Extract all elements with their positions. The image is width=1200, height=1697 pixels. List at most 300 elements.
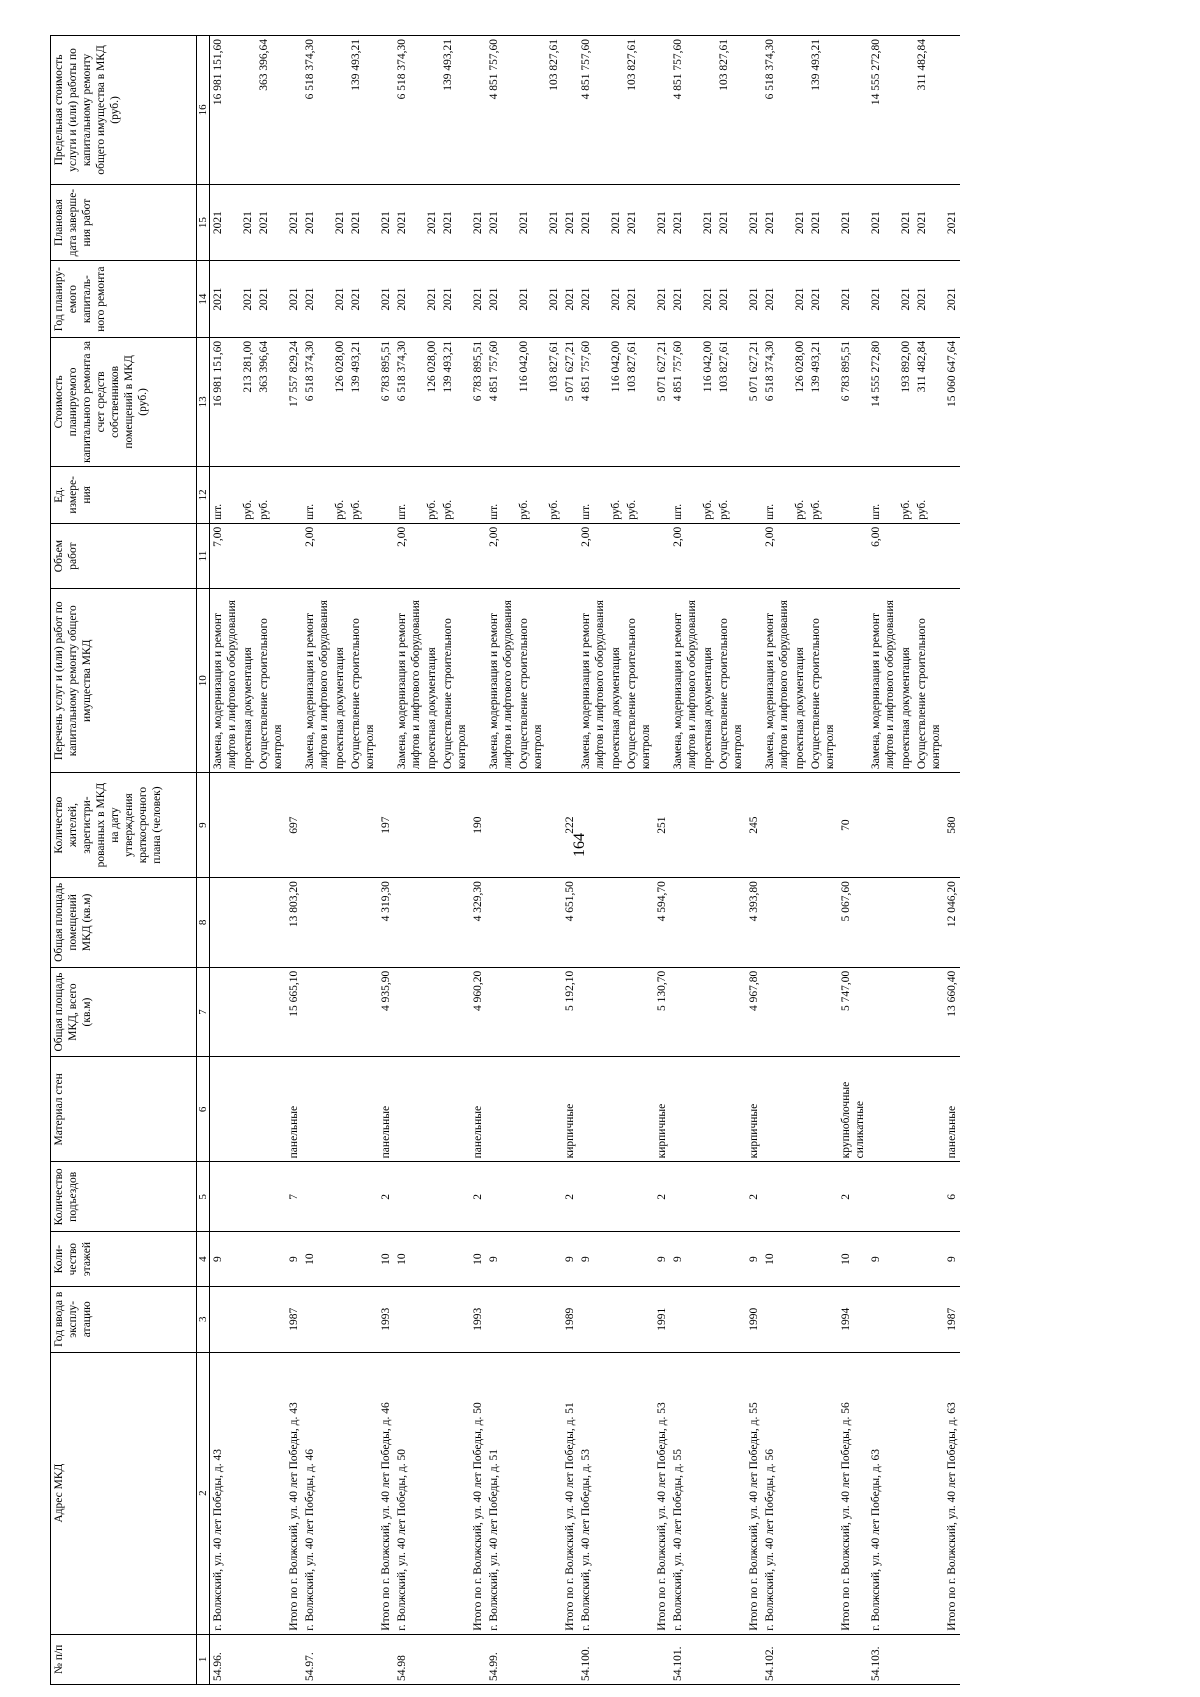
- cell-col-1: [424, 1634, 440, 1684]
- cell-col-16: [332, 36, 348, 185]
- cell-col-13: 139 493,21: [348, 337, 378, 466]
- cell-col-7: [240, 967, 256, 1057]
- cell-col-13: 16 981 151,60: [210, 337, 241, 466]
- cell-col-12: [378, 466, 394, 523]
- column-number-10: 10: [197, 589, 210, 773]
- cell-col-16: [562, 36, 578, 185]
- cell-col-7: [624, 967, 654, 1057]
- cell-col-12: руб.: [424, 466, 440, 523]
- cell-col-11: [700, 523, 716, 589]
- cell-col-6: [670, 1057, 700, 1162]
- cell-col-1: 54.100.: [578, 1634, 608, 1684]
- cell-col-5: [256, 1162, 286, 1232]
- cell-col-3: [486, 1286, 516, 1352]
- table-subrow: [792, 36, 808, 1685]
- cell-col-13: 103 827,61: [546, 337, 562, 466]
- cell-col-7: [546, 967, 562, 1057]
- cell-col-2: [424, 1352, 440, 1634]
- cell-col-13: 6 783 895,51: [378, 337, 394, 466]
- cell-col-1: [348, 1634, 378, 1684]
- cell-col-13: 116 042,00: [516, 337, 546, 466]
- cell-col-14: 2021: [762, 261, 792, 338]
- table-subrow: [624, 36, 654, 1685]
- cell-col-10: [654, 589, 670, 773]
- cell-col-10: [546, 589, 562, 773]
- cell-col-2: [700, 1352, 716, 1634]
- cell-col-13: 6 783 895,51: [838, 337, 868, 466]
- table-subrow: [470, 36, 486, 1685]
- cell-col-5: 2: [378, 1162, 394, 1232]
- cell-col-15: 2021: [470, 184, 486, 261]
- table-subrow: [808, 36, 838, 1685]
- table-header-row: [51, 36, 197, 1685]
- cell-col-6: [792, 1057, 808, 1162]
- cell-col-6: [546, 1057, 562, 1162]
- cell-col-9: 697: [286, 773, 302, 878]
- cell-col-12: [654, 466, 670, 523]
- column-number-5: 5: [197, 1162, 210, 1232]
- cell-col-10: Осуществление строительного контроля: [716, 589, 746, 773]
- cell-col-16: 363 396,64: [256, 36, 286, 185]
- cell-col-8: [762, 878, 792, 968]
- cell-col-12: [470, 466, 486, 523]
- cell-col-3: [608, 1286, 624, 1352]
- cell-col-13: 139 493,21: [808, 337, 838, 466]
- cell-col-16: 14 555 272,80: [868, 36, 898, 185]
- cell-col-12: [286, 466, 302, 523]
- cell-col-14: 2021: [578, 261, 608, 338]
- cell-col-16: [898, 36, 914, 185]
- cell-col-10: проектная документация: [792, 589, 808, 773]
- cell-col-14: 2021: [808, 261, 838, 338]
- cell-col-10: проектная документация: [332, 589, 348, 773]
- cell-col-13: 103 827,61: [716, 337, 746, 466]
- cell-col-4: 9: [578, 1232, 608, 1287]
- cell-col-1: 54.103.: [868, 1634, 898, 1684]
- cell-col-10: [470, 589, 486, 773]
- cell-col-8: [546, 878, 562, 968]
- cell-col-5: 2: [562, 1162, 578, 1232]
- cell-col-3: [624, 1286, 654, 1352]
- cell-col-5: [624, 1162, 654, 1232]
- cell-col-2: [348, 1352, 378, 1634]
- cell-col-14: 2021: [608, 261, 624, 338]
- cell-col-5: [210, 1162, 241, 1232]
- cell-col-9: [624, 773, 654, 878]
- cell-col-7: [608, 967, 624, 1057]
- column-number-row: [197, 36, 210, 1685]
- cell-col-6: кирпичные: [654, 1057, 670, 1162]
- cell-col-5: 7: [286, 1162, 302, 1232]
- cell-col-4: [914, 1232, 944, 1287]
- cell-col-4: [624, 1232, 654, 1287]
- cell-col-5: 2: [838, 1162, 868, 1232]
- cell-col-8: 4 329,30: [470, 878, 486, 968]
- cell-col-16: 311 482,84: [914, 36, 944, 185]
- cell-col-15: 2021: [746, 184, 762, 261]
- cell-col-13: 5 071 627,21: [746, 337, 762, 466]
- cell-col-6: [394, 1057, 424, 1162]
- cell-col-7: [716, 967, 746, 1057]
- table-subrow: [424, 36, 440, 1685]
- cell-col-16: 4 851 757,60: [486, 36, 516, 185]
- cell-col-1: [808, 1634, 838, 1684]
- cell-col-2: Итого по г. Волжский, ул. 40 лет Победы, д. 55: [746, 1352, 762, 1634]
- cell-col-4: 9: [486, 1232, 516, 1287]
- cell-col-16: [240, 36, 256, 185]
- cell-col-15: 2021: [808, 184, 838, 261]
- cell-col-3: [332, 1286, 348, 1352]
- cell-col-3: [546, 1286, 562, 1352]
- cell-col-16: [424, 36, 440, 185]
- cell-col-2: [256, 1352, 286, 1634]
- cell-col-16: 103 827,61: [716, 36, 746, 185]
- cell-col-13: 4 851 757,60: [486, 337, 516, 466]
- cell-col-7: 4 935,90: [378, 967, 394, 1057]
- cell-col-16: 103 827,61: [624, 36, 654, 185]
- cell-col-8: 13 803,20: [286, 878, 302, 968]
- cell-col-2: [608, 1352, 624, 1634]
- cell-col-16: 6 518 374,30: [762, 36, 792, 185]
- cell-col-3: [898, 1286, 914, 1352]
- cell-col-9: [440, 773, 470, 878]
- cell-col-2: г. Волжский, ул. 40 лет Победы, д. 56: [762, 1352, 792, 1634]
- cell-col-2: [546, 1352, 562, 1634]
- cell-col-5: [670, 1162, 700, 1232]
- cell-col-7: [332, 967, 348, 1057]
- cell-col-10: проектная документация: [608, 589, 624, 773]
- cell-col-8: [256, 878, 286, 968]
- cell-col-7: [348, 967, 378, 1057]
- cell-col-4: 9: [868, 1232, 898, 1287]
- cell-col-9: [348, 773, 378, 878]
- cell-col-6: [578, 1057, 608, 1162]
- cell-col-13: 6 518 374,30: [394, 337, 424, 466]
- cell-col-9: [868, 773, 898, 878]
- cell-col-15: 2021: [608, 184, 624, 261]
- cell-col-16: 139 493,21: [440, 36, 470, 185]
- cell-col-9: [546, 773, 562, 878]
- cell-col-8: [486, 878, 516, 968]
- table-row: [762, 36, 792, 1685]
- cell-col-12: руб.: [914, 466, 944, 523]
- cell-col-4: 9: [654, 1232, 670, 1287]
- cell-col-10: [562, 589, 578, 773]
- cell-col-7: [578, 967, 608, 1057]
- cell-col-16: [516, 36, 546, 185]
- cell-col-15: 2021: [944, 184, 960, 261]
- cell-col-8: [898, 878, 914, 968]
- cell-col-14: 2021: [898, 261, 914, 338]
- table-subrow: [608, 36, 624, 1685]
- cell-col-4: 9: [210, 1232, 241, 1287]
- cell-col-10: Осуществление строительного контроля: [914, 589, 944, 773]
- column-number-14: 14: [197, 261, 210, 338]
- cell-col-3: [302, 1286, 332, 1352]
- cell-col-5: [302, 1162, 332, 1232]
- cell-col-13: 126 028,00: [332, 337, 348, 466]
- cell-col-9: [256, 773, 286, 878]
- cell-col-14: 2021: [944, 261, 960, 338]
- cell-col-10: [944, 589, 960, 773]
- cell-col-2: Итого по г. Волжский, ул. 40 лет Победы, д. 51: [562, 1352, 578, 1634]
- cell-col-15: 2021: [302, 184, 332, 261]
- cell-col-12: руб.: [240, 466, 256, 523]
- cell-col-2: г. Волжский, ул. 40 лет Победы, д. 43: [210, 1352, 241, 1634]
- cell-col-3: [762, 1286, 792, 1352]
- cell-col-11: [898, 523, 914, 589]
- cell-col-10: [838, 589, 868, 773]
- table-subrow: [746, 36, 762, 1685]
- cell-col-1: [332, 1634, 348, 1684]
- cell-col-2: [808, 1352, 838, 1634]
- cell-col-8: 5 067,60: [838, 878, 868, 968]
- cell-col-7: 13 660,40: [944, 967, 960, 1057]
- cell-col-13: 363 396,64: [256, 337, 286, 466]
- cell-col-12: шт.: [394, 466, 424, 523]
- cell-col-1: [944, 1634, 960, 1684]
- cell-col-14: 2021: [256, 261, 286, 338]
- table-subrow: [654, 36, 670, 1685]
- cell-col-7: [868, 967, 898, 1057]
- cell-col-12: руб.: [516, 466, 546, 523]
- cell-col-11: [256, 523, 286, 589]
- cell-col-14: 2021: [868, 261, 898, 338]
- cell-col-14: 2021: [378, 261, 394, 338]
- cell-col-4: [256, 1232, 286, 1287]
- cell-col-12: шт.: [302, 466, 332, 523]
- cell-col-4: [792, 1232, 808, 1287]
- cell-col-7: [210, 967, 241, 1057]
- cell-col-13: 6 518 374,30: [302, 337, 332, 466]
- cell-col-2: [716, 1352, 746, 1634]
- table-subrow: [838, 36, 868, 1685]
- cell-col-5: [486, 1162, 516, 1232]
- cell-col-5: [700, 1162, 716, 1232]
- cell-col-3: [914, 1286, 944, 1352]
- cell-col-6: крупноблочные силикатные: [838, 1057, 868, 1162]
- cell-col-14: 2021: [424, 261, 440, 338]
- table-subrow: [440, 36, 470, 1685]
- cell-col-9: [914, 773, 944, 878]
- cell-col-12: руб.: [700, 466, 716, 523]
- cell-col-1: [286, 1634, 302, 1684]
- cell-col-16: [470, 36, 486, 185]
- cell-col-11: [562, 523, 578, 589]
- cell-col-8: 4 651,50: [562, 878, 578, 968]
- column-header-15: Плановая дата заверше-ния работ: [51, 184, 197, 261]
- cell-col-13: 116 042,00: [700, 337, 716, 466]
- cell-col-2: Итого по г. Волжский, ул. 40 лет Победы, д. 46: [378, 1352, 394, 1634]
- cell-col-3: [700, 1286, 716, 1352]
- cell-col-1: [546, 1634, 562, 1684]
- cell-col-2: г. Волжский, ул. 40 лет Победы, д. 53: [578, 1352, 608, 1634]
- cell-col-9: [486, 773, 516, 878]
- cell-col-6: [898, 1057, 914, 1162]
- cell-col-12: руб.: [898, 466, 914, 523]
- cell-col-10: Замена, модернизация и ремонт лифтов и лифтового оборудования: [868, 589, 898, 773]
- table-subrow: [256, 36, 286, 1685]
- cell-col-6: [516, 1057, 546, 1162]
- cell-col-15: 2021: [914, 184, 944, 261]
- cell-col-7: [670, 967, 700, 1057]
- cell-col-14: 2021: [654, 261, 670, 338]
- cell-col-13: 6 518 374,30: [762, 337, 792, 466]
- cell-col-5: [914, 1162, 944, 1232]
- cell-col-4: [348, 1232, 378, 1287]
- cell-col-7: [516, 967, 546, 1057]
- column-header-10: Перечень услуг и (или) работ по капитальному ремонту общего имущества МКД: [51, 589, 197, 773]
- table-row: [578, 36, 608, 1685]
- cell-col-4: 9: [746, 1232, 762, 1287]
- cell-col-12: руб.: [256, 466, 286, 523]
- cell-col-7: [302, 967, 332, 1057]
- cell-col-11: [348, 523, 378, 589]
- cell-col-14: 2021: [562, 261, 578, 338]
- cell-col-10: Осуществление строительного контроля: [516, 589, 546, 773]
- cell-col-13: 213 281,00: [240, 337, 256, 466]
- cell-col-11: [944, 523, 960, 589]
- cell-col-15: 2021: [486, 184, 516, 261]
- cell-col-10: Замена, модернизация и ремонт лифтов и лифтового оборудования: [302, 589, 332, 773]
- cell-col-12: руб.: [348, 466, 378, 523]
- cell-col-10: проектная документация: [898, 589, 914, 773]
- cell-col-11: 2,00: [486, 523, 516, 589]
- cell-col-2: г. Волжский, ул. 40 лет Победы, д. 46: [302, 1352, 332, 1634]
- cell-col-15: 2021: [378, 184, 394, 261]
- cell-col-9: [332, 773, 348, 878]
- cell-col-4: 10: [470, 1232, 486, 1287]
- table-subrow: [944, 36, 960, 1685]
- cell-col-2: г. Волжский, ул. 40 лет Победы, д. 55: [670, 1352, 700, 1634]
- cell-col-1: 54.99.: [486, 1634, 516, 1684]
- cell-col-9: [608, 773, 624, 878]
- cell-col-11: [608, 523, 624, 589]
- cell-col-5: 2: [746, 1162, 762, 1232]
- cell-col-10: Осуществление строительного контроля: [624, 589, 654, 773]
- cell-col-16: 103 827,61: [546, 36, 562, 185]
- cell-col-12: руб.: [792, 466, 808, 523]
- cell-col-4: [608, 1232, 624, 1287]
- table-subrow: [914, 36, 944, 1685]
- cell-col-14: 2021: [348, 261, 378, 338]
- cell-col-9: 190: [470, 773, 486, 878]
- cell-col-6: [608, 1057, 624, 1162]
- cell-col-14: 2021: [302, 261, 332, 338]
- cell-col-12: руб.: [608, 466, 624, 523]
- cell-col-15: 2021: [286, 184, 302, 261]
- cell-col-5: 2: [470, 1162, 486, 1232]
- cell-col-10: Осуществление строительного контроля: [808, 589, 838, 773]
- cell-col-4: [546, 1232, 562, 1287]
- cell-col-10: Осуществление строительного контроля: [348, 589, 378, 773]
- cell-col-9: 580: [944, 773, 960, 878]
- cell-col-3: [516, 1286, 546, 1352]
- cell-col-14: 2021: [210, 261, 241, 338]
- cell-col-15: 2021: [424, 184, 440, 261]
- cell-col-10: Замена, модернизация и ремонт лифтов и лифтового оборудования: [670, 589, 700, 773]
- cell-col-9: [578, 773, 608, 878]
- cell-col-7: [792, 967, 808, 1057]
- cell-col-13: 193 892,00: [898, 337, 914, 466]
- cell-col-8: [608, 878, 624, 968]
- column-number-15: 15: [197, 184, 210, 261]
- cell-col-12: руб.: [808, 466, 838, 523]
- cell-col-1: [240, 1634, 256, 1684]
- cell-col-11: [716, 523, 746, 589]
- cell-col-15: 2021: [898, 184, 914, 261]
- column-header-7: Общая площадь МКД, всего (кв.м): [51, 967, 197, 1057]
- cell-col-6: [210, 1057, 241, 1162]
- cell-col-5: [348, 1162, 378, 1232]
- cell-col-16: 4 851 757,60: [670, 36, 700, 185]
- cell-col-14: 2021: [670, 261, 700, 338]
- cell-col-6: [256, 1057, 286, 1162]
- cell-col-7: [808, 967, 838, 1057]
- cell-col-11: [378, 523, 394, 589]
- cell-col-7: 4 960,20: [470, 967, 486, 1057]
- cell-col-3: [578, 1286, 608, 1352]
- cell-col-13: 4 851 757,60: [578, 337, 608, 466]
- cell-col-8: [914, 878, 944, 968]
- cell-col-9: [302, 773, 332, 878]
- cell-col-14: 2021: [516, 261, 546, 338]
- cell-col-7: 5 192,10: [562, 967, 578, 1057]
- cell-col-11: [332, 523, 348, 589]
- cell-col-5: 2: [654, 1162, 670, 1232]
- table-subrow: [716, 36, 746, 1685]
- cell-col-11: 2,00: [578, 523, 608, 589]
- cell-col-4: [240, 1232, 256, 1287]
- column-header-6: Материал стен: [51, 1057, 197, 1162]
- cell-col-11: [792, 523, 808, 589]
- cell-col-4: 9: [944, 1232, 960, 1287]
- column-header-9: Количество жителей, зарегистри-рованных в МКД на дату утверждения краткосрочного плана (человек): [51, 773, 197, 878]
- cell-col-2: [898, 1352, 914, 1634]
- cell-col-7: [440, 967, 470, 1057]
- cell-col-2: Итого по г. Волжский, ул. 40 лет Победы, д. 53: [654, 1352, 670, 1634]
- cell-col-3: [808, 1286, 838, 1352]
- cell-col-7: [424, 967, 440, 1057]
- cell-col-16: 6 518 374,30: [302, 36, 332, 185]
- cell-col-10: проектная документация: [240, 589, 256, 773]
- cell-col-1: 54.102.: [762, 1634, 792, 1684]
- cell-col-8: [700, 878, 716, 968]
- cell-col-3: 1994: [838, 1286, 868, 1352]
- cell-col-13: 5 071 627,21: [562, 337, 578, 466]
- cell-col-7: [762, 967, 792, 1057]
- cell-col-6: [808, 1057, 838, 1162]
- column-header-4: Коли-чество этажей: [51, 1232, 197, 1287]
- cell-col-14: 2021: [624, 261, 654, 338]
- cell-col-4: [808, 1232, 838, 1287]
- cell-col-3: [868, 1286, 898, 1352]
- cell-col-8: [302, 878, 332, 968]
- column-header-13: Стоимость планируемого капитального ремонта за счет средств собственников помещений в МКД (руб.): [51, 337, 197, 466]
- cell-col-14: 2021: [914, 261, 944, 338]
- cell-col-9: 222: [562, 773, 578, 878]
- cell-col-12: [562, 466, 578, 523]
- table-subrow: [332, 36, 348, 1685]
- cell-col-9: [516, 773, 546, 878]
- cell-col-11: [808, 523, 838, 589]
- cell-col-12: [944, 466, 960, 523]
- cell-col-6: [440, 1057, 470, 1162]
- cell-col-16: 16 981 151,60: [210, 36, 241, 185]
- table-body: [210, 36, 961, 1685]
- cell-col-11: [240, 523, 256, 589]
- cell-col-13: 311 482,84: [914, 337, 944, 466]
